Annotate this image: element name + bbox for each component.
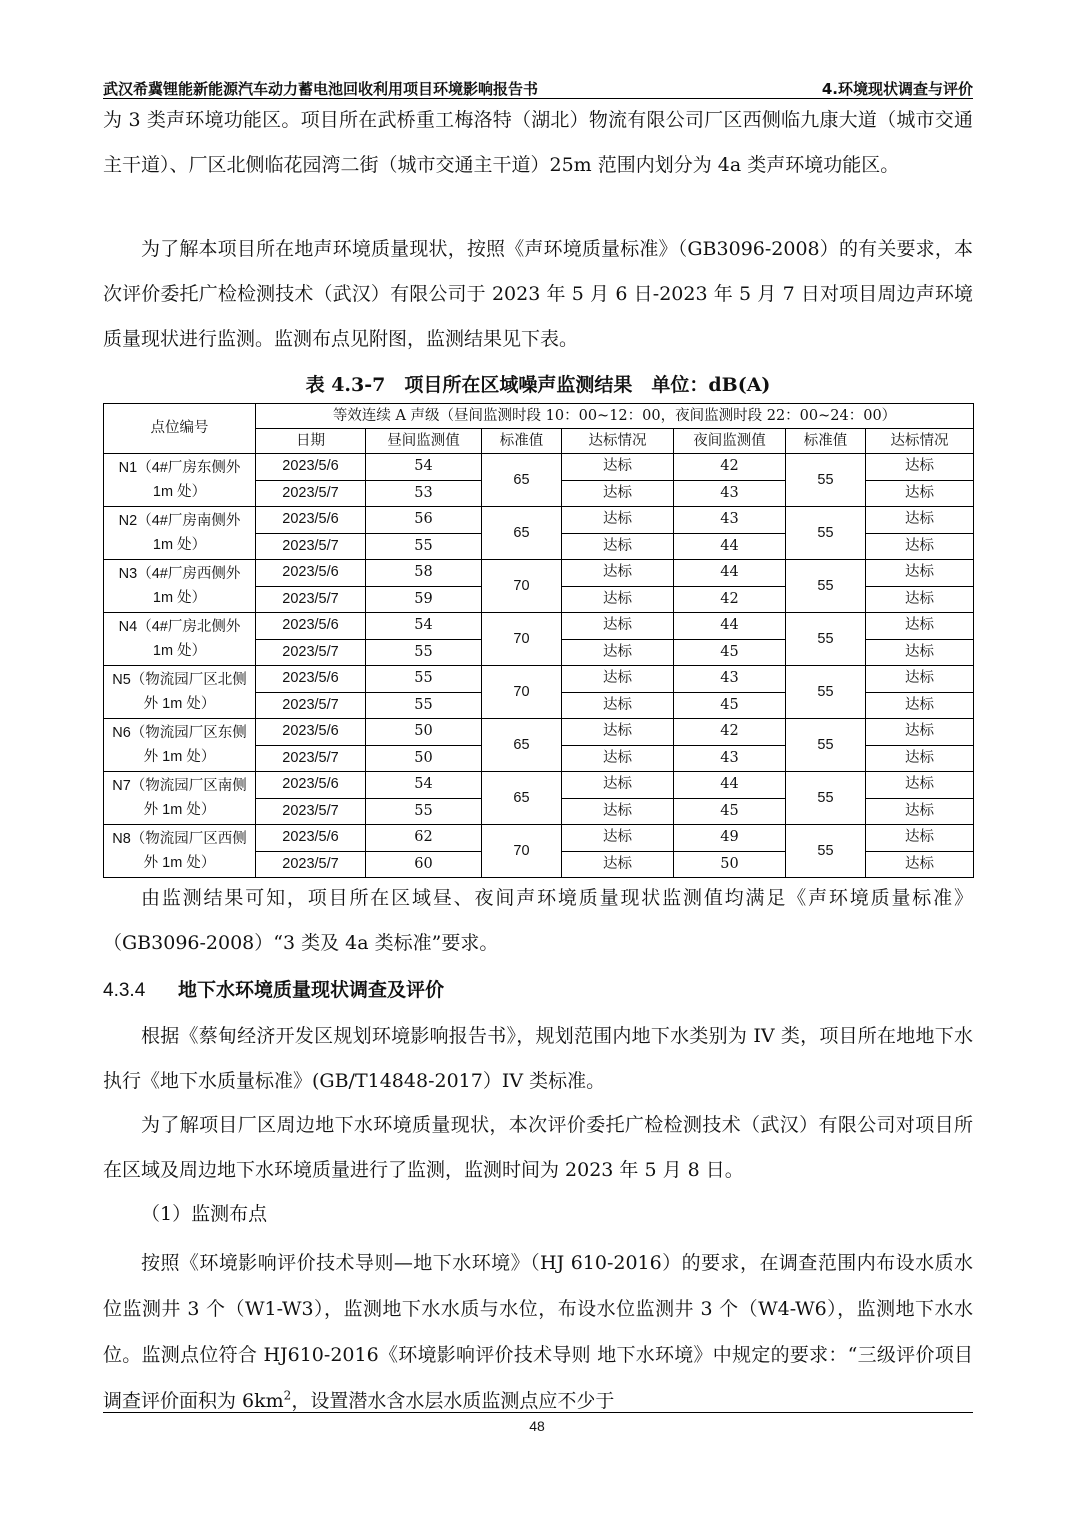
chapter-title: 4.环境现状调查与评价 (821, 80, 973, 98)
day-compliance-cell: 达标 (562, 533, 674, 560)
night-standard-cell: 55 (786, 719, 866, 772)
site-cell: N7（物流园厂区南侧外 1m 处） (104, 772, 256, 825)
day-compliance-cell: 达标 (562, 692, 674, 719)
day-value-cell: 54 (366, 772, 482, 799)
night-value-cell: 50 (674, 851, 786, 878)
site-cell: N1（4#厂房东侧外 1m 处） (104, 454, 256, 507)
night-value-cell: 43 (674, 745, 786, 772)
table-row (104, 454, 974, 481)
day-value-cell: 56 (366, 507, 482, 534)
day-standard-cell: 65 (482, 454, 562, 507)
day-compliance-cell: 达标 (562, 560, 674, 587)
night-value-cell: 43 (674, 507, 786, 534)
table-row (104, 719, 974, 746)
day-value-cell: 55 (366, 533, 482, 560)
date-cell: 2023/5/6 (256, 719, 366, 746)
date-cell: 2023/5/7 (256, 533, 366, 560)
document-title: 武汉希冀锂能新能源汽车动力蓄电池回收利用项目环境影响报告书 (103, 80, 539, 98)
site-cell: N3（4#厂房西侧外 1m 处） (104, 560, 256, 613)
date-cell: 2023/5/7 (256, 798, 366, 825)
night-compliance-cell: 达标 (866, 533, 974, 560)
night-value-cell: 42 (674, 586, 786, 613)
day-standard-cell: 65 (482, 772, 562, 825)
table-row (104, 666, 974, 693)
night-compliance-cell: 达标 (866, 772, 974, 799)
day-compliance-cell: 达标 (562, 666, 674, 693)
night-value-cell: 45 (674, 692, 786, 719)
header-day-value: 昼间监测值 (366, 429, 482, 454)
night-value-cell: 49 (674, 825, 786, 852)
superscript: 2 (283, 1388, 292, 1403)
day-value-cell: 55 (366, 692, 482, 719)
day-compliance-cell: 达标 (562, 454, 674, 481)
wells-text: 按照《环境影响评价技术导则—地下水环境》（HJ 610-2016）的要求，在调查范围内布设水质水位监测井 3 个（W1-W3），监测地下水水质与水位，布设水位监测井 3 个（W4-W6），监测地下水水位。监测点位符合 HJ610-2016《环境影响评价技术导则 地下水环境》中规定的要求：“三级评价项目调查评价面积为 6km (103, 1252, 973, 1412)
table-row (104, 772, 974, 799)
day-value-cell: 50 (366, 745, 482, 772)
night-value-cell: 42 (674, 719, 786, 746)
header-night-compliance: 达标情况 (866, 429, 974, 454)
section-number: 4.3.4 (103, 980, 146, 1001)
date-cell: 2023/5/6 (256, 454, 366, 481)
site-cell: N8（物流园厂区西侧外 1m 处） (104, 825, 256, 878)
day-value-cell: 58 (366, 560, 482, 587)
night-compliance-cell: 达标 (866, 851, 974, 878)
day-standard-cell: 70 (482, 560, 562, 613)
page-header (103, 76, 973, 99)
night-value-cell: 42 (674, 454, 786, 481)
site-cell: N6（物流园厂区东侧外 1m 处） (104, 719, 256, 772)
night-value-cell: 44 (674, 560, 786, 587)
site-cell: N4（4#厂房北侧外 1m 处） (104, 613, 256, 666)
night-standard-cell: 55 (786, 825, 866, 878)
header-day-compliance: 达标情况 (562, 429, 674, 454)
night-standard-cell: 55 (786, 454, 866, 507)
header-night-value: 夜间监测值 (674, 429, 786, 454)
night-compliance-cell: 达标 (866, 613, 974, 640)
date-cell: 2023/5/6 (256, 772, 366, 799)
night-value-cell: 44 (674, 772, 786, 799)
table-title: 表 4.3-7 项目所在区域噪声监测结果 单位：dB(A) (305, 374, 771, 396)
page-number: 48 (529, 1418, 545, 1434)
day-compliance-cell: 达标 (562, 480, 674, 507)
day-value-cell: 53 (366, 480, 482, 507)
day-value-cell: 50 (366, 719, 482, 746)
paragraph-noise-zone: 为 3 类声环境功能区。项目所在武桥重工梅洛特（湖北）物流有限公司厂区西侧临九康大道（城市交通主干道）、厂区北侧临花园湾二街（城市交通主干道）25m 范围内划分为 4a 类声环境功能区。 (103, 109, 973, 176)
date-cell: 2023/5/6 (256, 825, 366, 852)
header-night-standard: 标准值 (786, 429, 866, 454)
night-value-cell: 44 (674, 533, 786, 560)
section-title: 地下水环境质量现状调查及评价 (178, 979, 445, 1001)
night-compliance-cell: 达标 (866, 560, 974, 587)
day-standard-cell: 65 (482, 507, 562, 560)
table-row (104, 825, 974, 852)
night-compliance-cell: 达标 (866, 454, 974, 481)
night-standard-cell: 55 (786, 666, 866, 719)
day-compliance-cell: 达标 (562, 798, 674, 825)
table-row (104, 560, 974, 587)
day-value-cell: 54 (366, 613, 482, 640)
table-row (104, 613, 974, 640)
night-standard-cell: 55 (786, 613, 866, 666)
header-day-standard: 标准值 (482, 429, 562, 454)
section-heading (103, 975, 973, 1002)
night-compliance-cell: 达标 (866, 692, 974, 719)
night-value-cell: 45 (674, 798, 786, 825)
night-compliance-cell: 达标 (866, 666, 974, 693)
site-cell: N2（4#厂房南侧外 1m 处） (104, 507, 256, 560)
day-standard-cell: 70 (482, 666, 562, 719)
day-compliance-cell: 达标 (562, 851, 674, 878)
night-value-cell: 43 (674, 666, 786, 693)
night-compliance-cell: 达标 (866, 639, 974, 666)
paragraph-monitoring-wells (103, 1240, 973, 1424)
date-cell: 2023/5/7 (256, 851, 366, 878)
day-value-cell: 62 (366, 825, 482, 852)
noise-results-table (103, 403, 974, 878)
day-compliance-cell: 达标 (562, 825, 674, 852)
day-value-cell: 60 (366, 851, 482, 878)
date-cell: 2023/5/6 (256, 560, 366, 587)
night-standard-cell: 55 (786, 507, 866, 560)
day-value-cell: 55 (366, 666, 482, 693)
day-compliance-cell: 达标 (562, 719, 674, 746)
night-compliance-cell: 达标 (866, 745, 974, 772)
date-cell: 2023/5/7 (256, 586, 366, 613)
day-compliance-cell: 达标 (562, 639, 674, 666)
date-cell: 2023/5/7 (256, 692, 366, 719)
date-cell: 2023/5/6 (256, 507, 366, 534)
paragraph-noise-monitoring: 为了解本项目所在地声环境质量现状，按照《声环境质量标准》（GB3096-2008）的有关要求，本次评价委托广检检测技术（武汉）有限公司于 2023 年 5 月 6 日-2023 年 5 月 7 日对项目周边声环境质量现状进行监测。监测布点见附图，监测结果见下表。 (103, 238, 973, 350)
day-value-cell: 59 (366, 586, 482, 613)
date-cell: 2023/5/6 (256, 613, 366, 640)
header-date: 日期 (256, 429, 366, 454)
day-compliance-cell: 达标 (562, 745, 674, 772)
day-compliance-cell: 达标 (562, 507, 674, 534)
date-cell: 2023/5/6 (256, 666, 366, 693)
day-standard-cell: 65 (482, 719, 562, 772)
night-value-cell: 45 (674, 639, 786, 666)
header-site: 点位编号 (104, 404, 256, 454)
night-standard-cell: 55 (786, 772, 866, 825)
wells-text-tail: ，设置潜水含水层水质监测点应不少于 (291, 1390, 615, 1412)
day-value-cell: 55 (366, 798, 482, 825)
night-compliance-cell: 达标 (866, 586, 974, 613)
header-group: 等效连续 A 声级（昼间监测时段 10：00~12：00，夜间监测时段 22：00~24：00） (256, 404, 974, 429)
night-value-cell: 44 (674, 613, 786, 640)
date-cell: 2023/5/7 (256, 639, 366, 666)
night-compliance-cell: 达标 (866, 507, 974, 534)
day-standard-cell: 70 (482, 613, 562, 666)
night-value-cell: 43 (674, 480, 786, 507)
day-standard-cell: 70 (482, 825, 562, 878)
date-cell: 2023/5/7 (256, 745, 366, 772)
subheading-monitoring-layout: （1）监测布点 (141, 1203, 268, 1225)
paragraph-groundwater-monitoring: 为了解项目厂区周边地下水环境质量现状，本次评价委托广检检测技术（武汉）有限公司对项目所在区域及周边地下水环境质量进行了监测，监测时间为 2023 年 5 月 8 日。 (103, 1114, 973, 1181)
night-compliance-cell: 达标 (866, 825, 974, 852)
day-compliance-cell: 达标 (562, 772, 674, 799)
day-value-cell: 55 (366, 639, 482, 666)
table-row (104, 507, 974, 534)
paragraph-noise-conclusion: 由监测结果可知，项目所在区域昼、夜间声环境质量现状监测值均满足《声环境质量标准》（GB3096-2008）“3 类及 4a 类标准”要求。 (103, 887, 973, 954)
day-value-cell: 54 (366, 454, 482, 481)
footer-rule (103, 1412, 973, 1413)
night-compliance-cell: 达标 (866, 798, 974, 825)
site-cell: N5（物流园厂区北侧外 1m 处） (104, 666, 256, 719)
night-compliance-cell: 达标 (866, 719, 974, 746)
day-compliance-cell: 达标 (562, 586, 674, 613)
night-standard-cell: 55 (786, 560, 866, 613)
night-compliance-cell: 达标 (866, 480, 974, 507)
day-compliance-cell: 达标 (562, 613, 674, 640)
paragraph-groundwater-class: 根据《蔡甸经济开发区规划环境影响报告书》，规划范围内地下水类别为 IV 类，项目所在地地下水执行《地下水质量标准》(GB/T14848-2017）IV 类标准。 (103, 1025, 973, 1092)
date-cell: 2023/5/7 (256, 480, 366, 507)
